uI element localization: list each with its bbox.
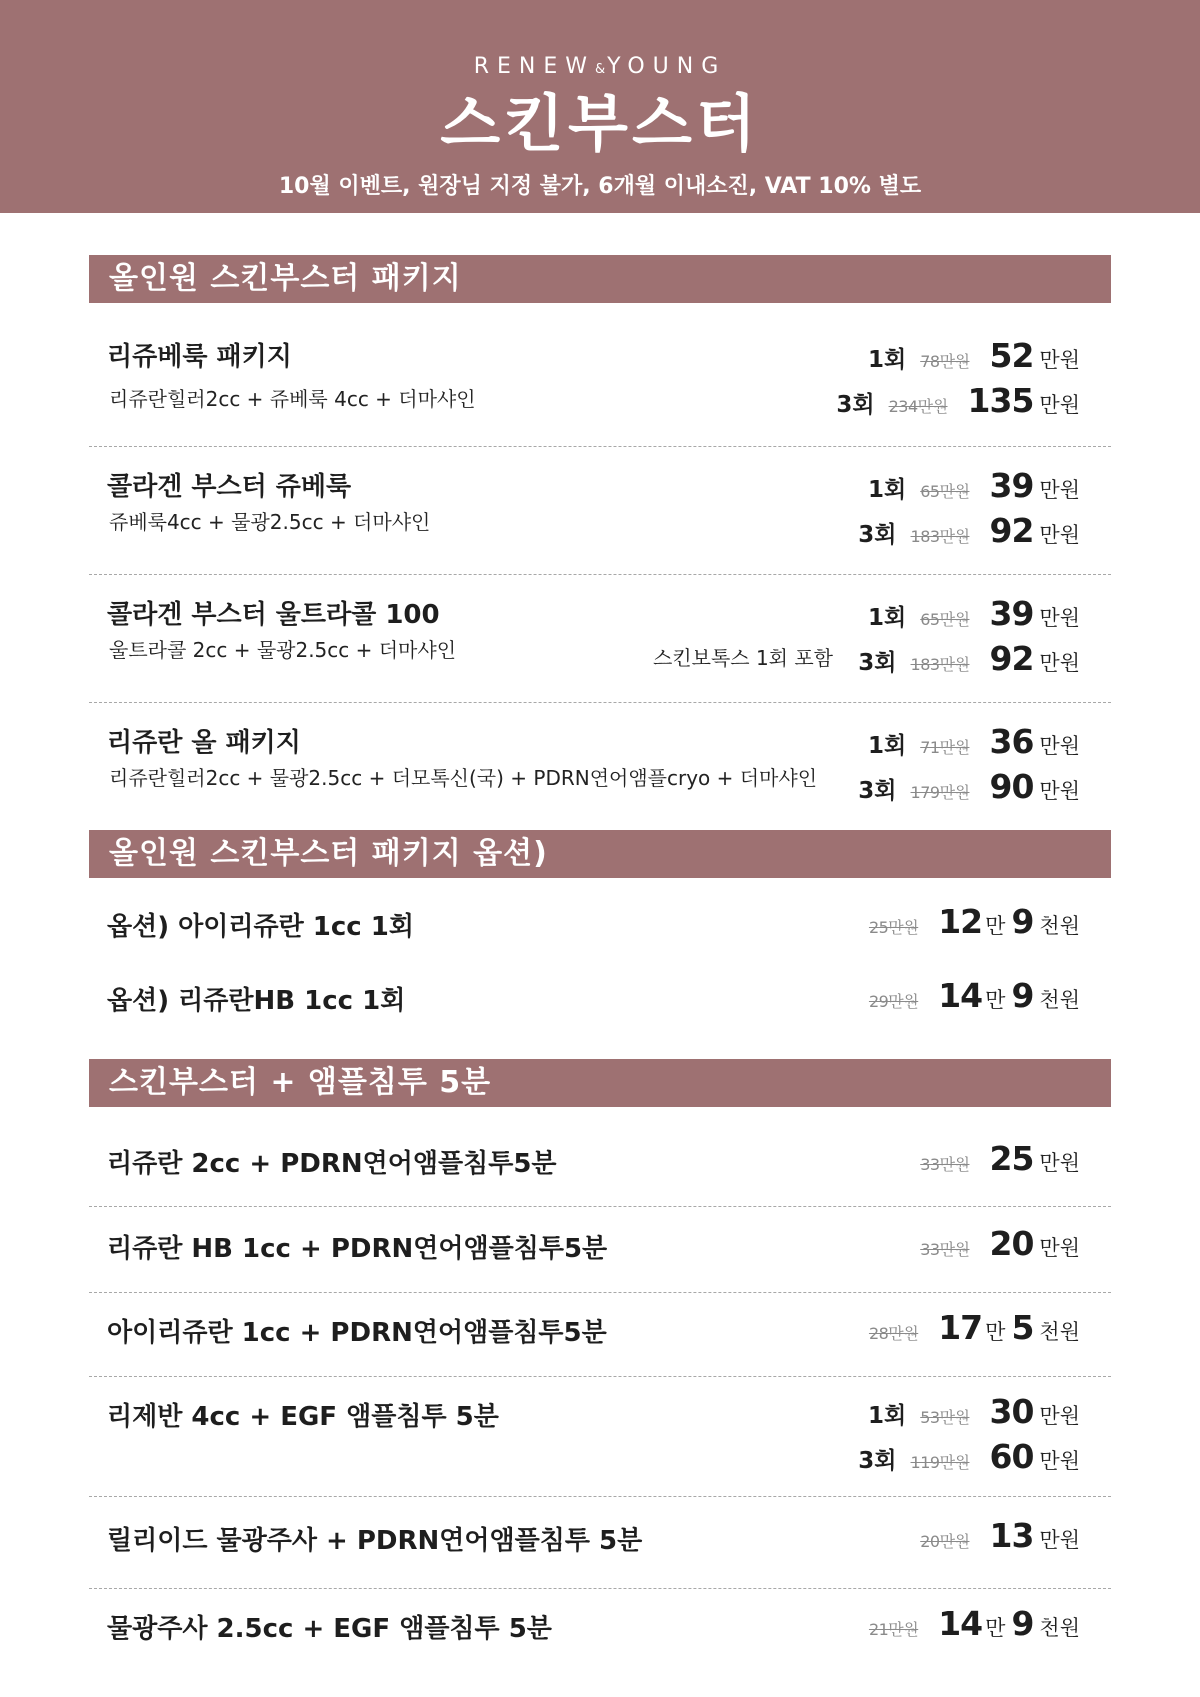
sale-price: 14 (938, 976, 983, 1015)
price-row-3 (858, 639, 1080, 679)
price-unit-thousands: 천원 (1039, 988, 1080, 1012)
price-unit: 만원 (1039, 1528, 1080, 1552)
price-row-3 (858, 767, 1080, 807)
item-description: 울트라콜 2cc + 물광2.5cc + 더마샤인 (109, 638, 457, 662)
list-item-water-glow-egf (89, 1588, 1111, 1678)
section-header-booster-ampoule: 스킨부스터 + 앰플침투 5분 (89, 1059, 1111, 1107)
price-unit: 만 (985, 914, 1006, 938)
sale-price: 92 (989, 511, 1034, 550)
original-price: 33만원 (920, 1155, 970, 1174)
session-count: 1회 (867, 733, 907, 759)
list-item-option-rejuran-hb (89, 952, 1111, 1024)
session-count: 1회 (867, 477, 907, 503)
page-title: 스킨부스터 (440, 87, 760, 160)
price-unit-thousands: 천원 (1039, 1320, 1080, 1344)
original-price: 183만원 (910, 655, 970, 674)
brand-right: YOUNG (607, 54, 727, 79)
price-unit: 만 (985, 988, 1006, 1012)
list-item-rejuran-hb-pdrn (89, 1206, 1111, 1292)
price-unit: 만원 (1039, 606, 1080, 630)
item-name: 릴리이드 물광주사 + PDRN연어앰플침투 5분 (107, 1526, 643, 1556)
sale-price: 12 (938, 902, 983, 941)
sale-price: 30 (989, 1392, 1034, 1431)
price-unit-thousands: 천원 (1039, 1616, 1080, 1640)
price-row (869, 1604, 1080, 1644)
price-unit: 만원 (1039, 1449, 1080, 1473)
price-unit-thousands: 천원 (1039, 914, 1080, 938)
list-item-rejuran-all-package (89, 702, 1111, 830)
sale-price: 14 (938, 1604, 983, 1643)
original-price: 65만원 (920, 482, 970, 501)
sale-price: 39 (989, 466, 1034, 505)
session-count: 3회 (858, 650, 897, 676)
price-row-1 (868, 1392, 1080, 1432)
sale-price: 39 (989, 594, 1034, 633)
sale-price: 60 (989, 1437, 1034, 1476)
list-item-eye-rejuran-pdrn (89, 1292, 1111, 1376)
sale-price: 25 (989, 1139, 1034, 1178)
original-price: 183만원 (910, 527, 970, 546)
price-row-3 (858, 1437, 1080, 1477)
price-row-3 (836, 381, 1080, 421)
item-name: 리쥬란 올 패키지 (107, 728, 301, 758)
price-row (869, 902, 1080, 942)
original-price: 28만원 (868, 1324, 919, 1343)
item-name: 리쥬베룩 패키지 (107, 342, 292, 372)
session-count: 1회 (867, 347, 907, 373)
item-name: 콜라겐 부스터 울트라콜 100 (107, 600, 440, 630)
price-row (920, 1516, 1080, 1556)
price-unit: 만원 (1039, 348, 1080, 372)
list-item-rejevan-egf (89, 1376, 1111, 1496)
price-row (869, 976, 1080, 1016)
sale-price: 92 (989, 639, 1034, 678)
price-row-1 (868, 336, 1080, 376)
section-header-package-options: 올인원 스킨부스터 패키지 옵션) (89, 830, 1111, 878)
list-item-rejuveluk-package (89, 300, 1111, 440)
session-count: 1회 (867, 1403, 907, 1429)
brand-logo (0, 54, 1200, 79)
price-unit: 만원 (1039, 523, 1080, 547)
sale-price: 36 (989, 722, 1034, 761)
brand-amp: & (594, 62, 608, 77)
item-name: 콜라겐 부스터 쥬베룩 (107, 472, 352, 502)
price-unit: 만원 (1039, 1236, 1080, 1260)
section-header-allinone-package: 올인원 스킨부스터 패키지 (89, 255, 1111, 303)
list-item-collagen-booster-ultracol (89, 574, 1111, 702)
session-count: 3회 (836, 392, 875, 418)
price-unit: 만 (985, 1320, 1006, 1344)
price-unit: 만원 (1039, 1404, 1080, 1428)
item-name: 옵션) 리쥬란HB 1cc 1회 (107, 986, 406, 1016)
item-description: 쥬베룩4cc + 물광2.5cc + 더마샤인 (109, 510, 431, 534)
original-price: 179만원 (910, 783, 970, 802)
price-row (920, 1139, 1080, 1179)
item-name: 아이리쥬란 1cc + PDRN연어앰플침투5분 (107, 1318, 607, 1348)
original-price: 78만원 (920, 352, 970, 371)
sale-price: 17 (938, 1308, 983, 1347)
sale-price-thousands: 5 (1011, 1308, 1034, 1347)
brand-left: RENEW (473, 54, 595, 79)
price-unit: 만원 (1039, 1151, 1080, 1175)
item-name: 리제반 4cc + EGF 앰플침투 5분 (107, 1402, 499, 1432)
item-name: 리쥬란 2cc + PDRN연어앰플침투5분 (107, 1149, 557, 1179)
original-price: 71만원 (920, 738, 970, 757)
list-item-option-eye-rejuran (89, 878, 1111, 950)
item-note: 스킨보톡스 1회 포함 (653, 646, 833, 670)
sale-price: 135 (967, 381, 1034, 420)
price-unit: 만원 (1039, 734, 1080, 758)
original-price: 21만원 (868, 1620, 919, 1639)
price-unit: 만원 (1039, 779, 1080, 803)
price-unit: 만원 (1039, 393, 1080, 417)
original-price: 119만원 (910, 1453, 970, 1472)
sale-price: 52 (989, 336, 1034, 375)
original-price: 25만원 (868, 918, 919, 937)
price-row-1 (868, 594, 1080, 634)
item-description: 리쥬란힐러2cc + 쥬베룩 4cc + 더마샤인 (109, 387, 476, 411)
sale-price: 90 (989, 767, 1034, 806)
item-name: 리쥬란 HB 1cc + PDRN연어앰플침투5분 (107, 1234, 608, 1264)
session-count: 3회 (858, 778, 897, 804)
page-header (0, 0, 1200, 213)
sale-price: 13 (989, 1516, 1034, 1555)
session-count: 3회 (858, 522, 897, 548)
original-price: 20만원 (920, 1532, 970, 1551)
price-row-1 (868, 722, 1080, 762)
item-description: 리쥬란힐러2cc + 물광2.5cc + 더모톡신(국) + PDRN연어앰플cryo + 더마샤인 (109, 766, 818, 790)
price-row (920, 1224, 1080, 1264)
list-item-rejuran-pdrn (89, 1107, 1111, 1203)
price-unit: 만원 (1039, 651, 1080, 675)
session-count: 1회 (867, 605, 907, 631)
original-price: 29만원 (868, 992, 919, 1011)
original-price: 33만원 (920, 1240, 970, 1259)
sale-price: 20 (989, 1224, 1034, 1263)
price-row-1 (868, 466, 1080, 506)
price-row-3 (858, 511, 1080, 551)
price-unit: 만 (985, 1616, 1006, 1640)
price-row (869, 1308, 1080, 1348)
item-name: 옵션) 아이리쥬란 1cc 1회 (107, 912, 414, 942)
session-count: 3회 (858, 1448, 897, 1474)
sale-price-thousands: 9 (1011, 1604, 1034, 1643)
sale-price-thousands: 9 (1011, 976, 1034, 1015)
list-item-lilied-water-glow (89, 1496, 1111, 1586)
price-unit: 만원 (1039, 478, 1080, 502)
original-price: 65만원 (920, 610, 970, 629)
original-price: 53만원 (920, 1408, 970, 1427)
page-subtitle: 10월 이벤트, 원장님 지정 불가, 6개월 이내소진, VAT 10% 별도 (278, 174, 922, 199)
original-price: 234만원 (888, 397, 948, 416)
sale-price-thousands: 9 (1011, 902, 1034, 941)
item-name: 물광주사 2.5cc + EGF 앰플침투 5분 (107, 1614, 552, 1644)
list-item-collagen-booster-juveluk (89, 446, 1111, 574)
